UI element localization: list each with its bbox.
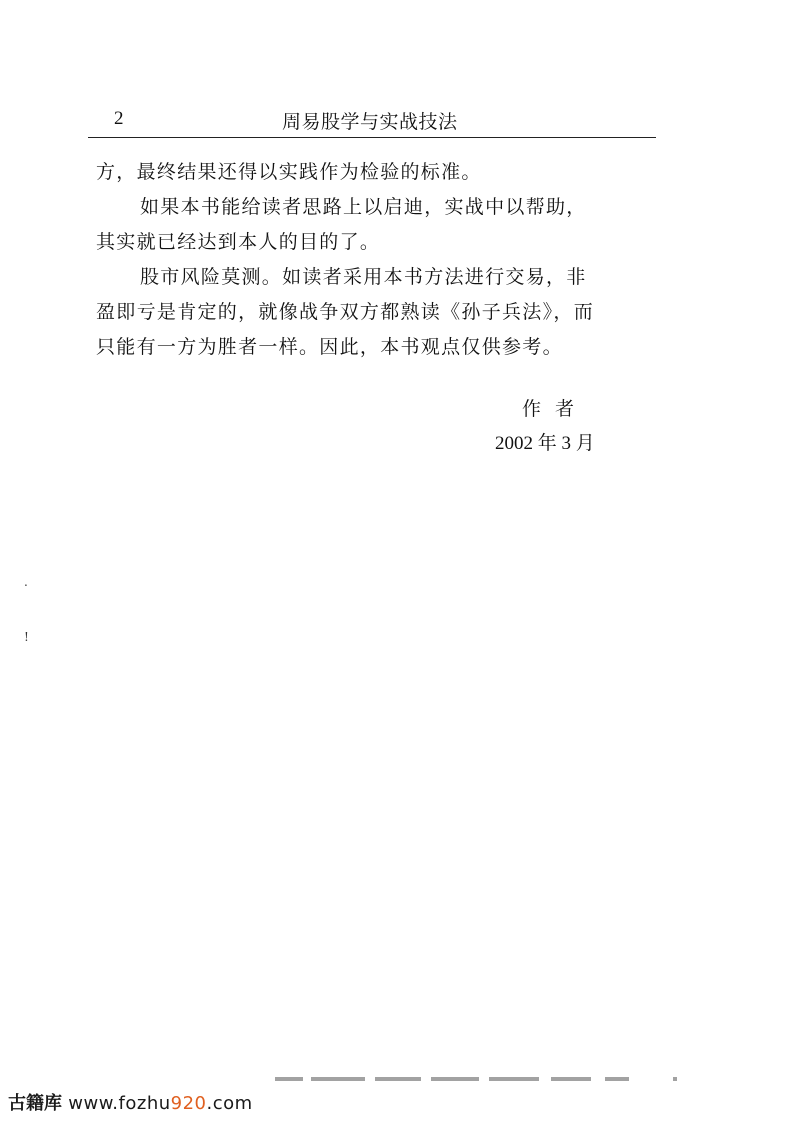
running-head-title: 周易股学与实战技法 <box>282 111 458 133</box>
body-line-2: 如果本书能给读者思路上以启迪，实战中以帮助， <box>140 196 587 218</box>
body-line-4: 股市风险莫测。如读者采用本书方法进行交易，非 <box>140 266 587 288</box>
signature-date: 2002 年 3 月 <box>495 433 595 454</box>
body-line-1: 方，最终结果还得以实践作为检验的标准。 <box>96 161 482 183</box>
header-rule <box>88 137 656 138</box>
body-line-3: 其实就已经达到本人的目的了。 <box>96 231 381 253</box>
signature-author: 作者 <box>522 398 589 420</box>
watermark-site-name: 古籍库 <box>8 1093 62 1114</box>
margin-mark-lower: ! <box>24 630 29 644</box>
body-line-6: 只能有一方为胜者一样。因此，本书观点仅供参考。 <box>96 336 563 358</box>
body-line-5: 盈即亏是肯定的，就像战争双方都熟读《孙子兵法》，而 <box>96 301 595 323</box>
site-watermark <box>8 1089 253 1115</box>
watermark-url: www.fozhu920.com <box>68 1093 253 1114</box>
scan-artifact <box>275 1077 675 1085</box>
margin-mark-upper: . <box>24 575 28 589</box>
page-number: 2 <box>114 108 124 129</box>
body-text <box>96 155 656 365</box>
